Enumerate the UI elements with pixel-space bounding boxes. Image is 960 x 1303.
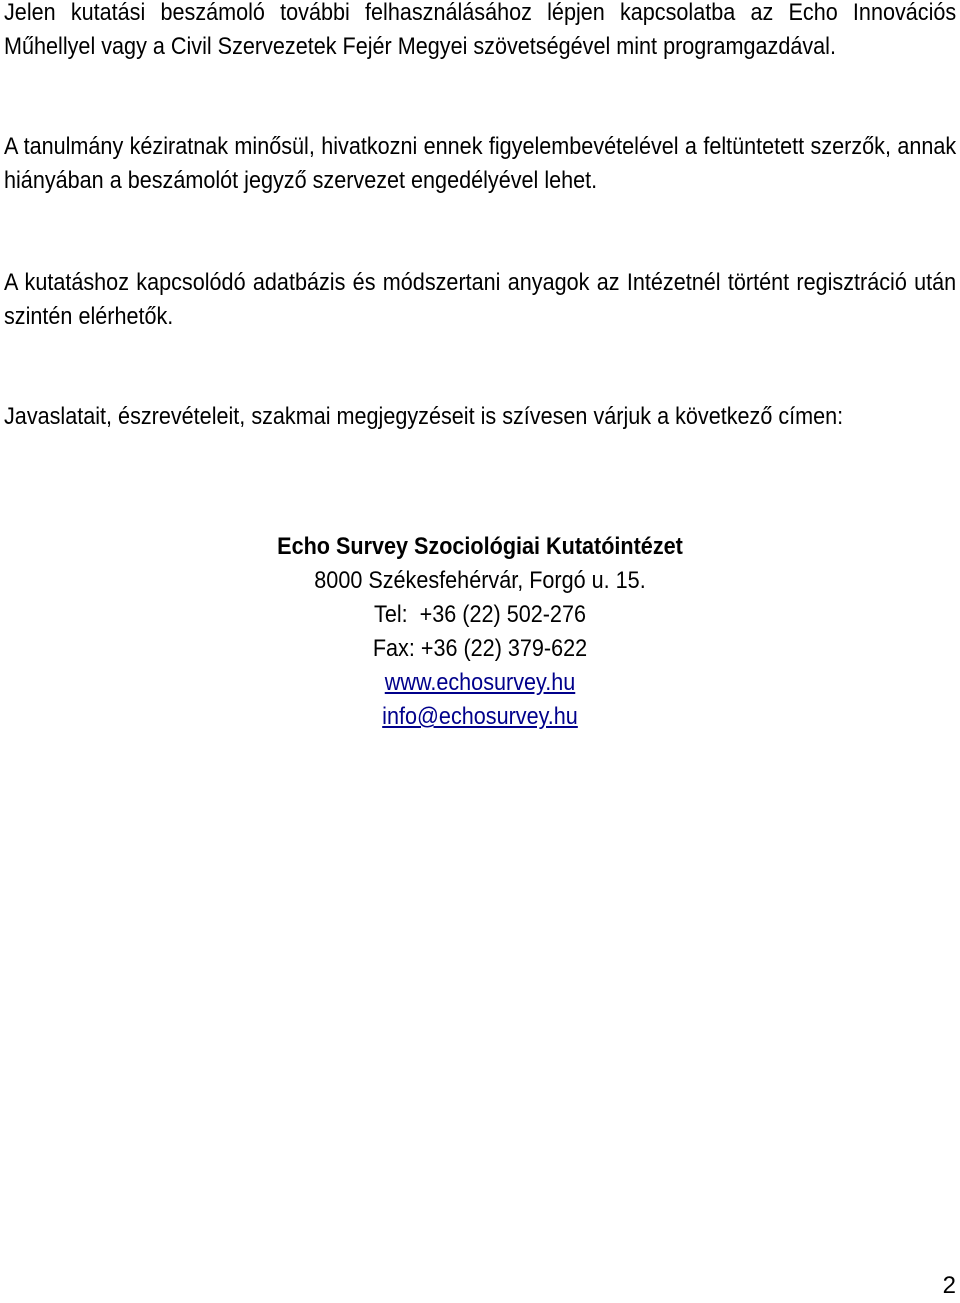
page-number: 2: [942, 1272, 956, 1299]
paragraph-feedback-invite: Javaslatait, észrevételeit, szakmai megjegyzéseit is szívesen várjuk a következő címen:: [4, 403, 844, 430]
phone-number: Tel: +36 (22) 502-276: [374, 601, 586, 628]
email-link[interactable]: info@echosurvey.hu: [382, 703, 578, 730]
organization-name: Echo Survey Szociológiai Kutatóintézet: [277, 533, 683, 560]
document-page: [4, 0, 956, 1303]
fax-number: Fax: +36 (22) 379-622: [372, 635, 588, 662]
paragraph-database-availability: A kutatáshoz kapcsolódó adatbázis és módszertani anyagok az Intézetnél történt regisztráció után szintén elérhetők.: [4, 269, 957, 330]
paragraph-contact-info: Jelen kutatási beszámoló további felhasználásához lépjen kapcsolatba az Echo Innovációs Műhellyel vagy a Civil Szervezetek Fejér Megyei szövetségével mint programgazdával.: [4, 0, 957, 60]
paragraph-manuscript-notice: A tanulmány kéziratnak minősül, hivatkozni ennek figyelembevételével a feltüntetett szerzők, annak hiányában a beszámolót jegyző szervezet engedélyével lehet.: [4, 133, 957, 194]
website-link[interactable]: www.echosurvey.hu: [384, 669, 576, 696]
contact-block: [4, 530, 956, 734]
address: 8000 Székesfehérvár, Forgó u. 15.: [314, 567, 646, 594]
